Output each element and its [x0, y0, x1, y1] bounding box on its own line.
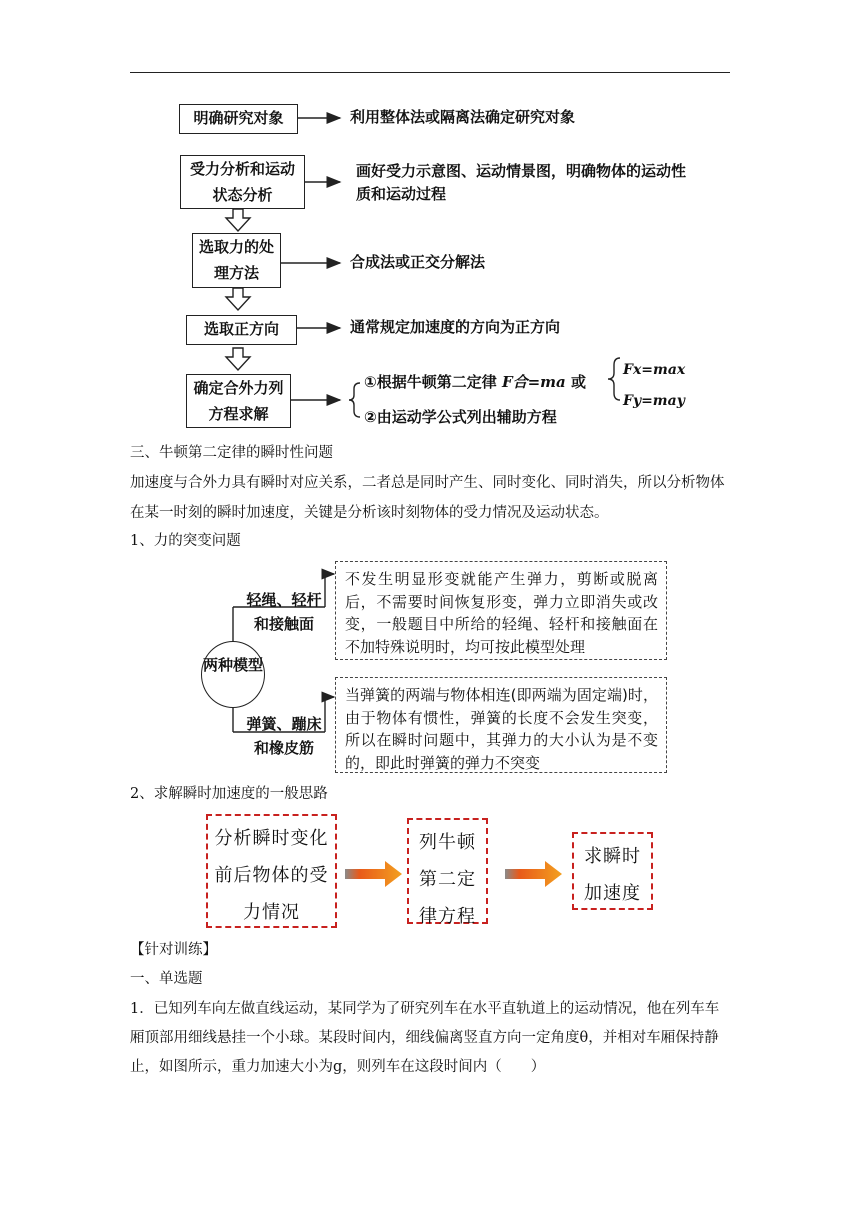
flow-eq-x: Fx=max [623, 362, 686, 378]
flow-step-direction: 选取正方向 [186, 315, 297, 345]
question-type: 一、单选题 [130, 971, 203, 987]
step-box-equation: 列牛顿第二定律方程 [407, 818, 488, 924]
training-heading: 【针对训练】 [130, 942, 217, 958]
step-box-analyze: 分析瞬时变化前后物体的受力情况 [206, 814, 337, 928]
down-arrow-1 [226, 209, 250, 231]
brace-equations [608, 358, 620, 400]
subheading-general-approach: 2、求解瞬时加速度的一般思路 [130, 786, 328, 802]
flow-desc-5a-prefix: ①根据牛顿第二定律 [364, 373, 497, 391]
flow-desc-5b: ②由运动学公式列出辅助方程 [364, 408, 557, 426]
question-1: 1．已知列车向左做直线运动，某同学为了研究列车在水平直轨道上的运动情况，他在列车车厢顶部用细线悬挂一个小球。某段时间内，细线偏离竖直方向一定角度θ，并相对车厢保持静止，如图所示，重力加速大小为g，则列车在这段时间内（ ） [130, 1001, 720, 1075]
flow-step-force-analysis: 受力分析和运动状态分析 [180, 155, 305, 209]
flow-desc-3: 合成法或正交分解法 [350, 253, 486, 271]
step-box-result: 求瞬时加速度 [572, 832, 653, 910]
flow-step-identify-object: 明确研究对象 [179, 104, 298, 134]
flow-step-method: 选取力的处理方法 [192, 233, 281, 288]
flow-formula-net-force: F合=ma [501, 373, 566, 391]
subheading-force-change: 1、力的突变问题 [130, 533, 241, 549]
flow-step-solve: 确定合外力列方程求解 [186, 374, 291, 428]
flow-desc-5a-or: 或 [570, 373, 586, 391]
brace-left [349, 383, 360, 417]
down-arrow-2 [226, 288, 250, 310]
section-paragraph: 加速度与合外力具有瞬时对应关系，二者总是同时产生、同时变化、同时消失，所以分析物体在某一时刻的瞬时加速度，关键是分析该时刻物体的受力情况及运动状态。 [130, 475, 725, 521]
flow-desc-2: 画好受力示意图、运动情景图，明确物体的运动性质和运动过程 [356, 162, 687, 203]
flow-desc-5a [364, 371, 586, 394]
orange-arrow-1 [345, 861, 402, 887]
section-heading: 三、牛顿第二定律的瞬时性问题 [130, 445, 333, 461]
model-desc-rope: 不发生明显形变就能产生弹力，剪断或脱离后，不需要时间恢复形变，弹力立即消失或改变，一般题目中所给的轻绳、轻杆和接触面在不加特殊说明时，均可按此模型处理 [335, 561, 667, 660]
flow-desc-1: 利用整体法或隔离法确定研究对象 [350, 108, 576, 126]
models-ellipse: 两种模型 [201, 641, 265, 708]
flow-eq-y: Fy=may [623, 393, 685, 409]
orange-arrow-2 [505, 861, 562, 887]
down-arrow-3 [226, 348, 250, 370]
model-desc-spring: 当弹簧的两端与物体相连(即两端为固定端)时，由于物体有惯性，弹簧的长度不会发生突变，所以在瞬时问题中，其弹力的大小认为是不变的，即此时弹簧的弹力不突变 [335, 677, 667, 773]
model-label-spring: 弹簧、蹦床和橡皮筋 [246, 715, 322, 757]
flow-desc-4: 通常规定加速度的方向为正方向 [350, 318, 561, 336]
model-label-rope: 轻绳、轻杆和接触面 [246, 591, 322, 633]
